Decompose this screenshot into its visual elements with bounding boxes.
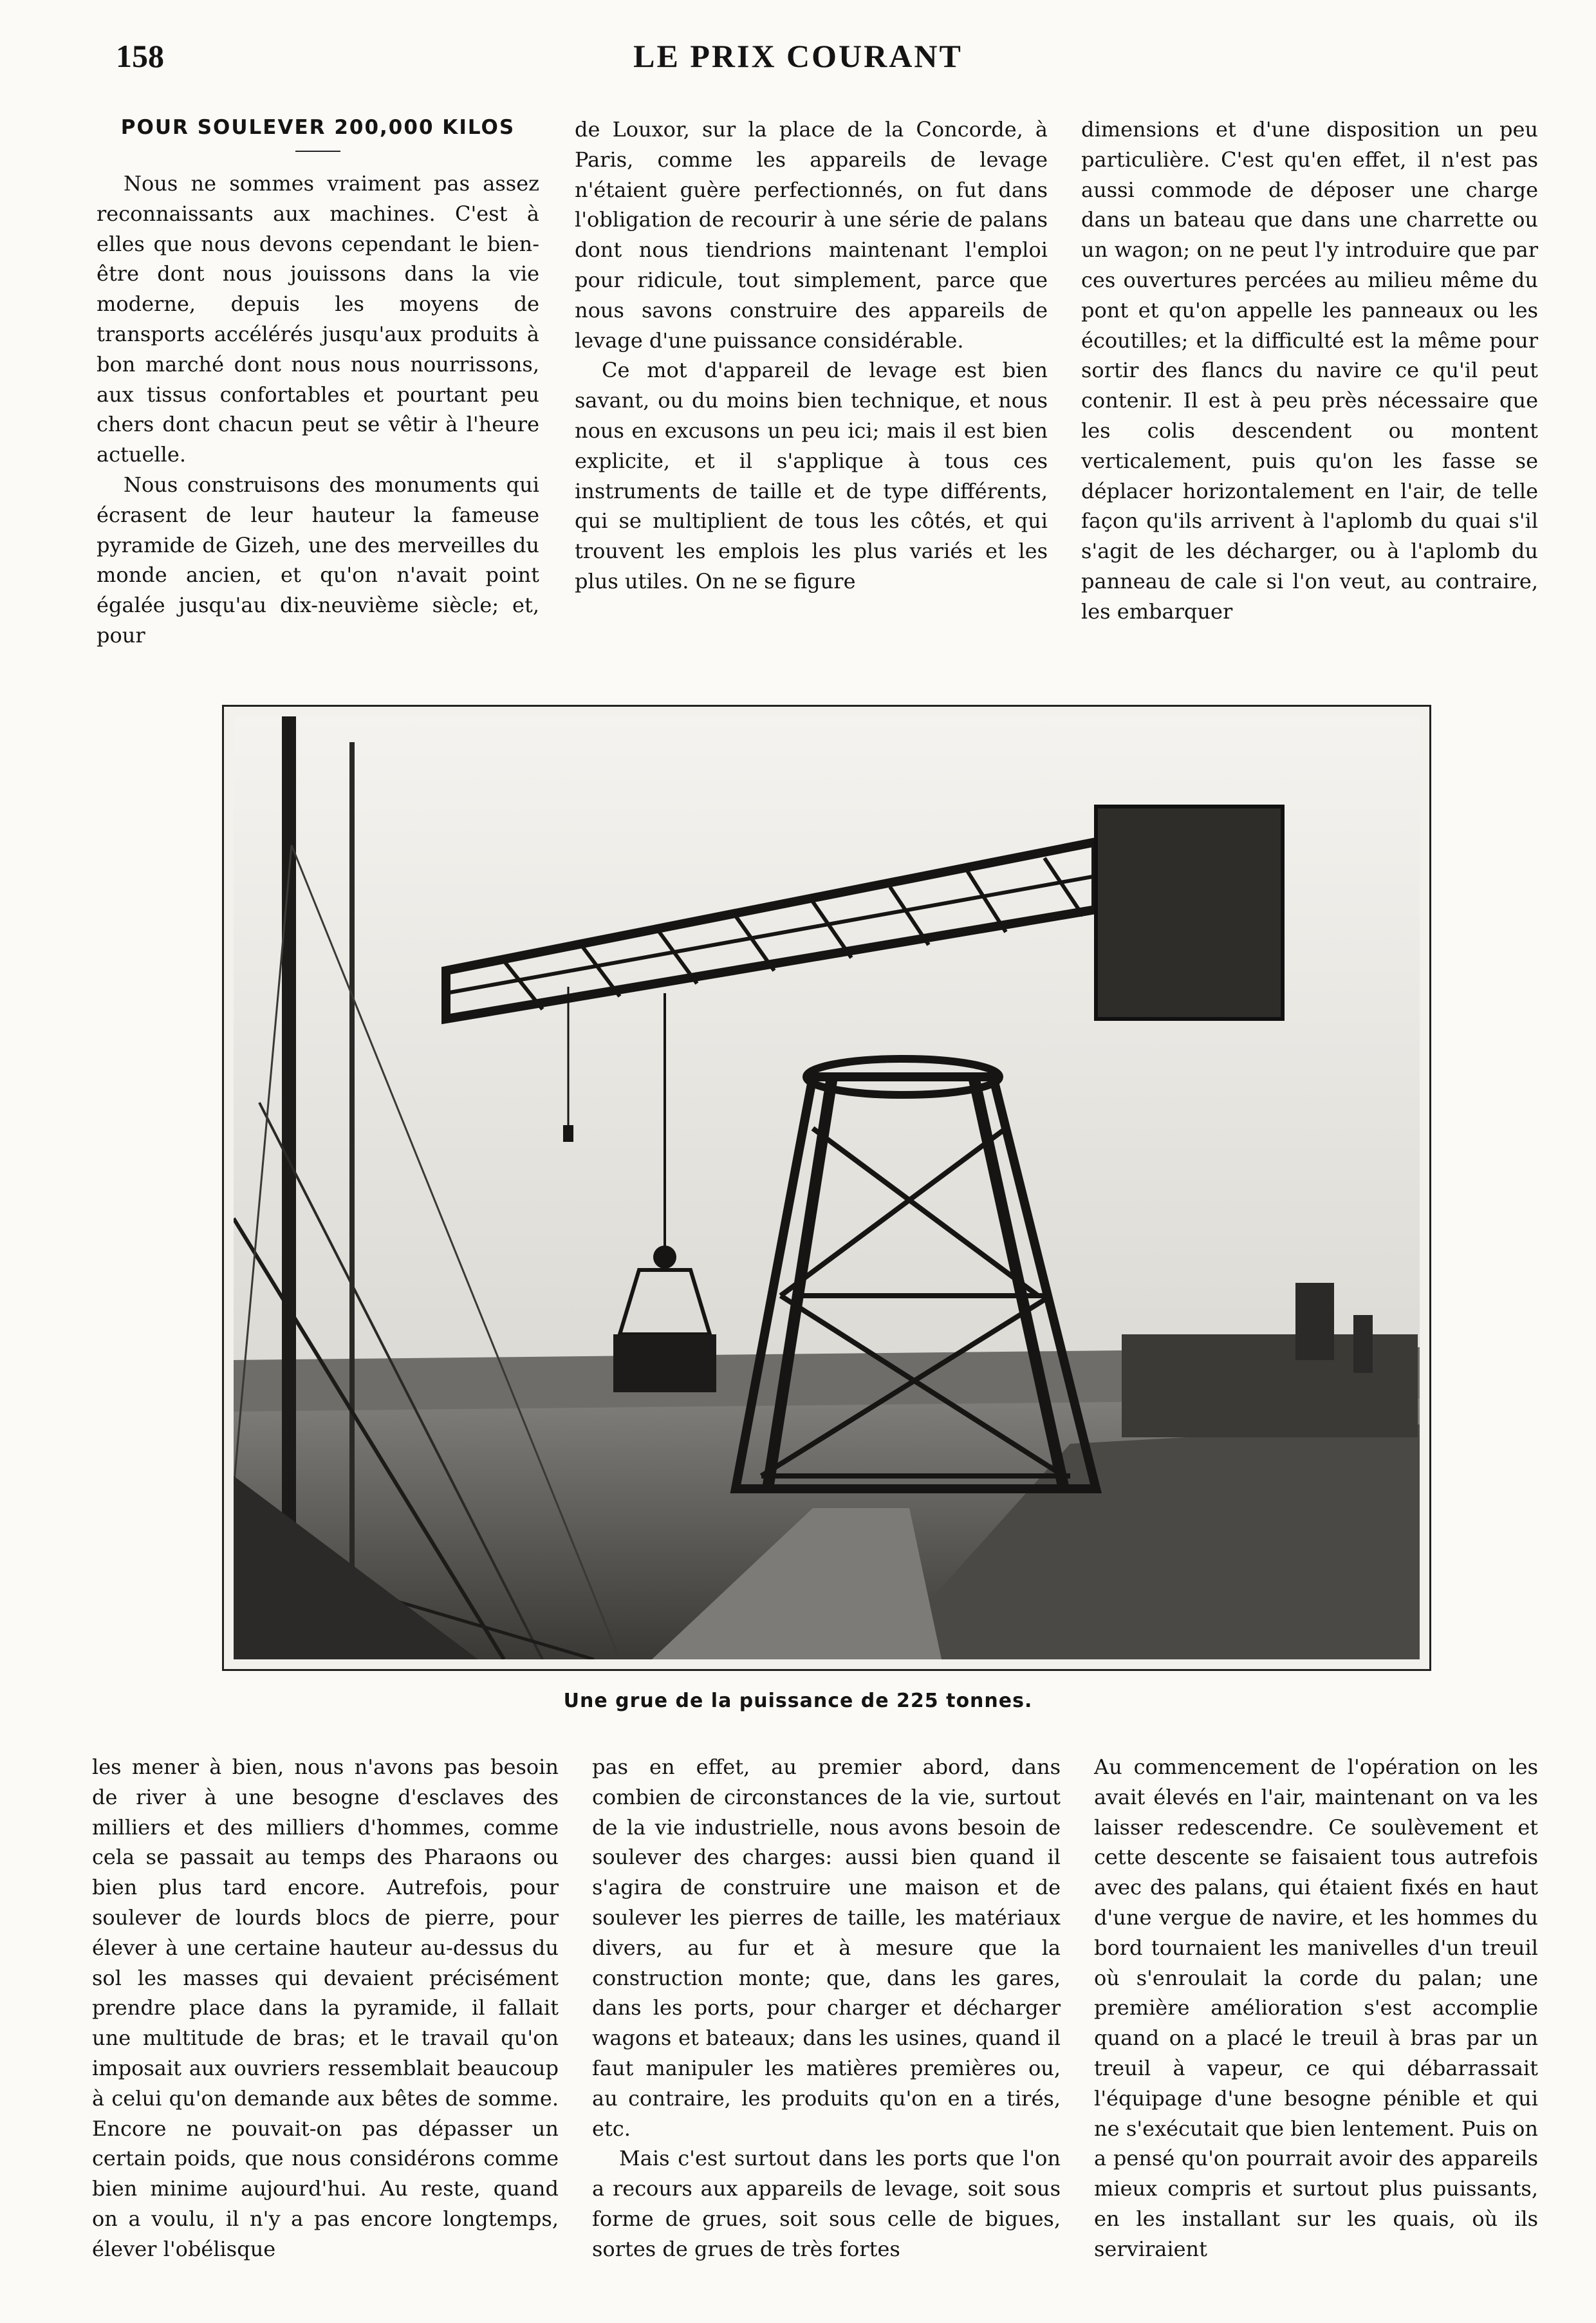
paragraph: Nous ne sommes vraiment pas assez reconnaissants aux machines. C'est à elles que nous devons cependant le bien-être dont nous jouissons dans la vie moderne, depuis les moyens de transports accélérés jusqu'aux produits à bon marché dont nous nous nourrissons, aux tissus confortables et pourtant peu chers dont chacun peut se vêtir à l'heure actuelle.: [97, 171, 539, 467]
bottom-column-2: [592, 1752, 1061, 2264]
paragraph: de Louxor, sur la place de la Concorde, à Paris, comme les appareils de levage n'étaient guère perfectionnés, on fut dans l'obligation de recourir à une série de palans dont nous tiendrions maintenant l'emploi pour ridicule, tout simplement, parce que nous savons construire des appareils de levage d'une puissance considérable.: [575, 117, 1048, 353]
paragraph: Mais c'est surtout dans les ports que l'on a recours aux appareils de levage, soit sous forme de grues, soit sous celle de bigues, sortes de grues de très fortes: [592, 2146, 1061, 2261]
paragraph: Au commencement de l'opération on les avait élevés en l'air, maintenant on va les laisser redescendre. Ce soulèvement et cette descente se faisaient tous autrefois avec des palans, qui étaient fixés en haut d'une vergue de navire, et les hommes du bord tournaient les manivelles d'un treuil où s'enroulait la corde du palan; une première amélioration s'est accomplie quand on a placé le treuil à bras par un treuil à vapeur, ce qui débarrassait l'équipage d'une besogne pénible et qui ne s'exécutait que bien lentement. Puis on a pensé qu'on pourrait avoir des appareils mieux compris et surtout plus puissants, en les installant sur les quais, où ils serviraient: [1094, 1755, 1538, 2261]
top-column-3: [1081, 115, 1538, 627]
top-column-1: [97, 115, 539, 651]
paragraph: Ce mot d'appareil de levage est bien savant, ou du moins bien technique, et nous nous en excusons un peu ici; mais il est bien explicite, et il s'applique à tous ces instruments de taille et de type différents, qui se multiplient de tous les côtés, et qui trouvent les emplois les plus variés et les plus utiles. On ne se figure: [575, 358, 1048, 593]
paragraph: dimensions et d'une disposition un peu particulière. C'est qu'en effet, il n'est pas aussi commode de déposer une charge dans un bateau que dans une charrette ou un wagon; on ne peut l'y introduire que par ces ouvertures percées au milieu même du pont et qu'on appelle les panneaux ou les écoutilles; et la difficulté est la même pour sortir des flancs du navire ce qu'il peut contenir. Il est à peu près nécessaire que les colis descendent ou montent verticalement, puis qu'on les fasse se déplacer horizontalement en l'air, de telle façon qu'ils arrivent à l'aplomb du quai s'il s'agit de les décharger, ou à l'aplomb du panneau de cale si l'on veut, au contraire, les embarquer: [1081, 117, 1538, 624]
paragraph: pas en effet, au premier abord, dans combien de circonstances de la vie, surtout de la vie industrielle, nous avons besoin de soulever des charges: aussi bien quand il s'agira de construire une maison et de soulever les pierres de taille, les matériaux divers, au fur et à mesure que la construction monte; que, dans les gares, dans les ports, pour charger et décharger wagons et bateaux; dans les usines, quand il faut manipuler les matières premières ou, au contraire, les produits qu'on en a tirés, etc.: [592, 1755, 1061, 2141]
figure-caption: Une grue de la puissance de 225 tonnes.: [563, 1690, 1033, 1712]
crane-illustration: [234, 716, 1420, 1659]
bottom-column-1: [92, 1752, 559, 2264]
bottom-column-3: [1094, 1752, 1538, 2264]
paragraph: les mener à bien, nous n'avons pas besoin de river à une besogne d'esclaves des milliers et des milliers d'hommes, comme cela se passait au temps des Pharaons ou bien plus tard encore. Autrefois, pour soulever de lourds blocs de pierre, pour élever à une certaine hauteur au-dessus du sol les masses qui devaient précisément prendre place dans la pyramide, il fallait une multitude de bras; et le travail qu'on imposait aux ouvriers ressemblait beaucoup à celui qu'on demande aux bêtes de somme. Encore ne pouvait-on pas dépasser un certain poids, que nous considérons comme bien minime aujourd'hui. Au reste, quand on a voulu, il n'y a pas encore longtemps, élever l'obélisque: [92, 1755, 559, 2261]
heading-rule: [295, 151, 340, 152]
page-header: [0, 37, 1596, 89]
top-column-2: [575, 115, 1048, 597]
article-heading: POUR SOULEVER 200,000 KILOS: [120, 116, 515, 139]
page-number: 158: [116, 38, 164, 74]
running-title: LE PRIX COURANT: [633, 38, 963, 74]
paragraph: Nous construisons des monuments qui écrasent de leur hauteur la fameuse pyramide de Gizeh, une des merveilles du monde ancien, et qu'on n'avait point égalée jusqu'au dix-neuvième siècle; et, pour: [97, 472, 539, 648]
crane-photograph: [222, 705, 1431, 1671]
